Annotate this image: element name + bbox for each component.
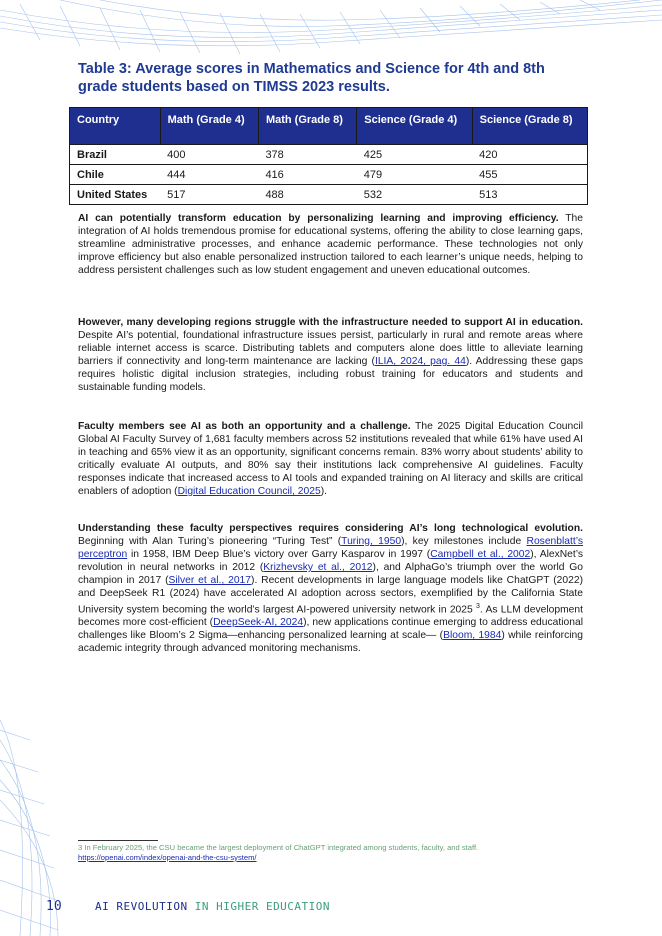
header-country: Country [70, 108, 161, 145]
cell-country: United States [70, 185, 161, 205]
citation-link-krizhevsky[interactable]: Krizhevsky et al., 2012 [263, 562, 373, 573]
footer-title-part2: IN HIGHER EDUCATION [187, 900, 331, 913]
paragraph-text: ). [320, 486, 328, 497]
cell-value: 444 [160, 165, 258, 185]
paragraph-infrastructure [78, 316, 583, 394]
timss-scores-table [69, 107, 588, 205]
table-row [70, 165, 588, 185]
citation-link-bloom[interactable]: Bloom, 1984 [443, 630, 502, 642]
paragraph-text: in 1958, IBM Deep Blue’s victory over Garry Kasparov in 1997 ( [127, 549, 431, 560]
running-footer-title [95, 900, 330, 913]
paragraph-text: The 2025 Digital Education Council Global AI Faculty Survey of 1,681 faculty members across 52 institutions revealed that while 61% have used AI in teaching and 65% view it as an opportunity, significant concerns remain. 83% worry about students’ ability to critically evaluate AI outputs, and 80% say their institutions lack comprehensive AI guidelines. Faculty responses indicate that increased access to AI tools and expanded training on AI literacy and skills are critical enablers of adoption ( [78, 421, 583, 497]
cell-value: 400 [160, 145, 258, 165]
table-caption: Table 3: Average scores in Mathematics and Science for 4th and 8th grade students based on TIMSS 2023 results. [78, 61, 545, 95]
table-row [70, 185, 588, 205]
paragraph-lead: Faculty members see AI as both an opportunity and a challenge. [78, 421, 411, 432]
header-science-grade4: Science (Grade 4) [357, 108, 472, 145]
citation-link-turing[interactable]: Turing, 1950 [341, 536, 402, 547]
cell-value: 416 [258, 165, 356, 185]
table-caption-block [78, 60, 583, 110]
citation-link-ilia[interactable]: ILIA, 2024, pag. 44 [374, 356, 466, 367]
paragraph-lead: AI can potentially transform education by personalizing learning and improving efficiency. [78, 213, 559, 224]
citation-link-campbell[interactable]: Campbell et al., 2002 [430, 549, 531, 560]
paragraph-text: ) while reinforcing academic integrity through advanced monitoring mechanisms. [78, 630, 583, 655]
cell-value: 425 [357, 145, 472, 165]
decorative-wave-top [0, 0, 662, 60]
footnote-link[interactable]: https://openai.com/index/openai-and-the-csu-system/ [78, 853, 257, 862]
paragraph-lead: Understanding these faculty perspectives requires considering AI’s long technological evolution. [78, 523, 583, 534]
footnote-text: 3 In February 2025, the CSU became the largest deployment of ChatGPT integrated among students, faculty, and staff. [78, 843, 479, 852]
header-science-grade8: Science (Grade 8) [472, 108, 587, 145]
header-math-grade8: Math (Grade 8) [258, 108, 356, 145]
footnote-divider [78, 840, 158, 841]
citation-link-silver[interactable]: Silver et al., 2017 [168, 575, 252, 586]
cell-value: 517 [160, 185, 258, 205]
table-row [70, 145, 588, 165]
paragraph-ai-transform [78, 212, 583, 277]
cell-value: 479 [357, 165, 472, 185]
paragraph-text: The integration of AI holds tremendous promise for educational systems, offering the ability to close learning gaps, streamline administrative processes, and enhance academic performance. These technologies not only improve efficiency but also enable personalized instruction tailored to each learner’s unique needs, helping to address persistent challenges such as low student engagement and uneven educational outcomes. [78, 213, 583, 276]
cell-value: 378 [258, 145, 356, 165]
paragraph-text: ). Recent developments in large language models like ChatGPT (2022) and DeepSeek R1 (2024) have accelerated AI adoption across sectors, exemplified by the California State University system becoming the world’s largest AI-powered university network in 2025 [78, 575, 583, 616]
cell-value: 488 [258, 185, 356, 205]
cell-country: Chile [70, 165, 161, 185]
paragraph-evolution [78, 522, 583, 655]
citation-link-rosenblatt[interactable]: Rosenblatt’s perceptron [78, 536, 583, 560]
footnote-marker[interactable]: 3 [476, 603, 480, 610]
paragraph-text: ), AlexNet’s revolution in neural networks in 2012 ( [78, 549, 584, 573]
paragraph-text: ), key milestones include [401, 536, 527, 547]
cell-country: Brazil [70, 145, 161, 165]
paragraph-text: Beginning with Alan Turing’s pioneering “Turing Test” ( [78, 536, 342, 547]
paragraph-faculty [78, 420, 583, 498]
page-number: 10 [46, 899, 62, 914]
paragraph-text: . As LLM development becomes more cost-efficient ( [78, 604, 583, 629]
cell-value: 455 [472, 165, 587, 185]
cell-value: 532 [357, 185, 472, 205]
paragraph-text: ), new applications continue emerging to address educational challenges like Bloom’s 2 Sigma—enhancing personalized learning at scale— ( [78, 617, 584, 642]
paragraph-text: Despite AI’s potential, foundational infrastructure issues persist, particularly in rural and remote areas where reliable internet access is scarce. Distributing tablets and computers alone does little to alleviate learning barriers if connectivity and long-term maintenance are lacking ( [78, 330, 583, 367]
citation-link-deepseek[interactable]: DeepSeek-AI, 2024 [213, 617, 304, 629]
paragraph-text: ), and AlphaGo’s triumph over the world Go champion in 2017 ( [78, 562, 583, 586]
cell-value: 420 [472, 145, 587, 165]
paragraph-text: ). Addressing these gaps requires holistic digital inclusion strategies, including robust training for educators and students and sustainable funding models. [78, 356, 583, 393]
footnote [78, 843, 548, 863]
citation-link-dec[interactable]: Digital Education Council, 2025 [177, 486, 321, 497]
footer-title-part1: AI REVOLUTION [95, 900, 188, 913]
cell-value: 513 [472, 185, 587, 205]
paragraph-lead: However, many developing regions struggle with the infrastructure needed to support AI in education. [78, 317, 583, 328]
table-header-row [70, 108, 588, 145]
header-math-grade4: Math (Grade 4) [160, 108, 258, 145]
